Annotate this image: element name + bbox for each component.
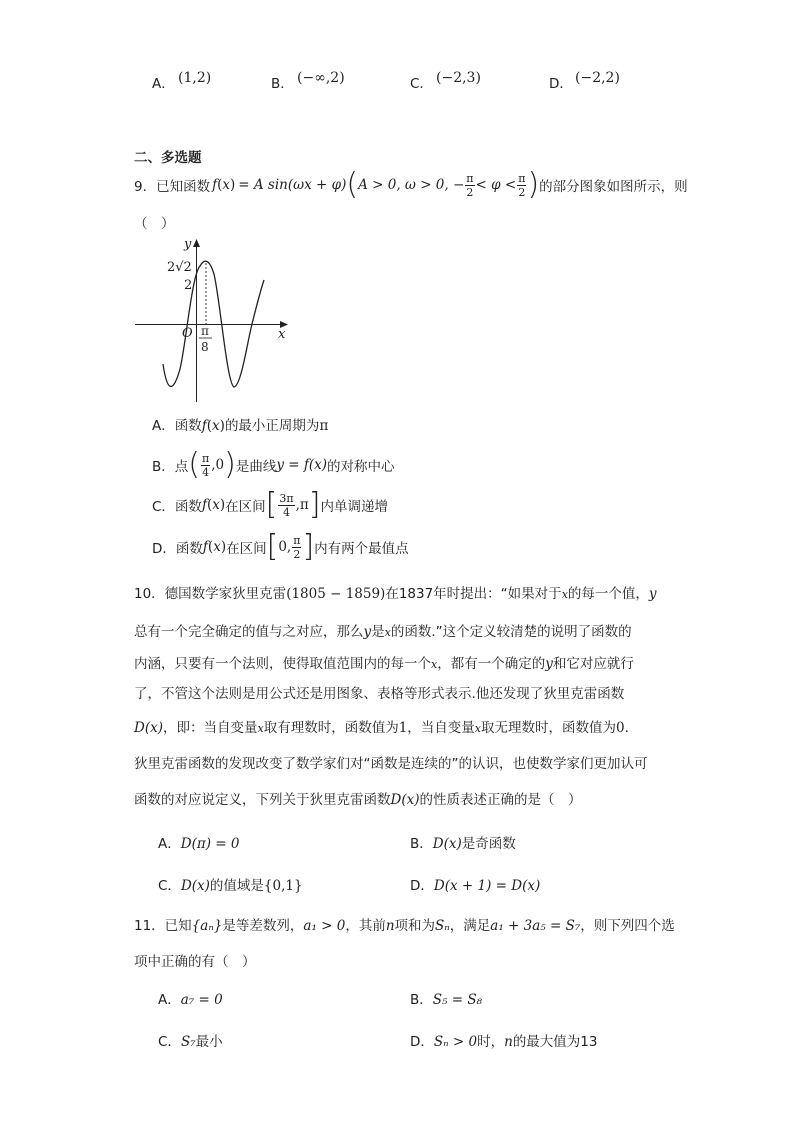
section-title: 二、多选题 bbox=[134, 150, 202, 166]
q11-option-a: A．a₇ = 0 bbox=[158, 992, 223, 1008]
q10-option-b: B．D(x)是奇函数 bbox=[410, 836, 516, 852]
q10-option-c: C．D(x)的值域是{0,1} bbox=[158, 878, 303, 894]
q11-option-b: B．S₅ = S₈ bbox=[410, 992, 482, 1008]
q10-line-2: 总有一个完全确定的值与之对应，那么y是x的函数.”这个定义较清楚的说明了函数的 bbox=[134, 624, 632, 640]
q8-option-b-value: (−∞,2) bbox=[297, 70, 345, 86]
y-tick-max: 2√2 bbox=[167, 260, 192, 275]
q9-function-graph bbox=[130, 234, 295, 404]
q10-option-d: D．D(x + 1) = D(x) bbox=[410, 878, 541, 894]
q9-stem: 9．已知函数 f(x) = A sin(ωx + φ)(A > 0, ω > 0, − $\frac{\pi}{2}$ < φ < $\frac{\pi}{2}$ )的部分图象如图所示，则 bbox=[134, 167, 688, 202]
q8-option-d-value: (−2,2) bbox=[575, 70, 620, 86]
q10-line-6: 狄里克雷函数的发现改变了数学家们对“函数是连续的”的认识，也使数学家们更加认可 bbox=[134, 756, 648, 772]
q9-f: f bbox=[212, 177, 218, 193]
q8-option-c-label: C． bbox=[410, 76, 433, 92]
q10-line-4: 了，不管这个法则是用公式还是用图象、表格等形式表示.他还发现了狄里克雷函数 bbox=[134, 686, 625, 702]
q9-condition: A > 0, ω > 0, − bbox=[358, 177, 465, 193]
x-tick-num: π bbox=[201, 324, 209, 338]
q8-options bbox=[0, 70, 794, 94]
q11-option-c: C．S₇最小 bbox=[158, 1034, 223, 1050]
q9-answer-paren: （ ） bbox=[134, 216, 175, 232]
q8-option-b-label: B． bbox=[271, 76, 294, 92]
q8-option-c-value: (−2,3) bbox=[436, 70, 481, 86]
q9-frac-2: $\frac{\pi}{2}$ bbox=[518, 171, 526, 199]
q10-line-1: 10．德国数学家狄里克雷(1805 − 1859)在1837年时提出：“如果对于x的每一个值，y bbox=[134, 586, 657, 602]
x-axis-label: x bbox=[278, 327, 286, 342]
q9-formula: = A sin(ωx + φ) bbox=[238, 177, 347, 193]
y-axis-arrow-icon bbox=[193, 239, 200, 247]
q11-line-1: 11．已知{aₙ}是等差数列，a₁ > 0，其前n项和为Sₙ，满足a₁ + 3a₅ = S₇，则下列四个选 bbox=[134, 918, 675, 934]
q9-frac-1: $\frac{\pi}{2}$ bbox=[466, 171, 474, 199]
origin-label: O bbox=[182, 326, 193, 341]
q9-option-d: D．函数f(x)在区间[0, $\frac{\pi}{2}$ ]内有两个最值点 bbox=[152, 529, 409, 564]
q10-line-5: D(x)，即：当自变量x取有理数时，函数值为1，当自变量x取无理数时，函数值为0. bbox=[134, 720, 629, 736]
q8-option-a-label: A． bbox=[152, 76, 175, 92]
q9-tail: 的部分图象如图所示，则 bbox=[539, 179, 688, 195]
q11-line-2: 项中正确的有（ ） bbox=[134, 954, 256, 970]
q8-option-a-value: (1,2) bbox=[178, 70, 212, 86]
q10-line-3: 内涵，只要有一个法则，使得取值范围内的每一个x，都有一个确定的y和它对应就行 bbox=[134, 656, 634, 672]
y-axis-label: y bbox=[184, 237, 192, 252]
q10-line-7: 函数的对应说定义，下列关于狄里克雷函数D(x)的性质表述正确的是（ ） bbox=[134, 792, 582, 808]
q9-option-b: B．点( $\frac{\pi}{4}$ ,0)是曲线y = f(x)的对称中心 bbox=[152, 447, 395, 482]
q10-option-a: A．D(π) = 0 bbox=[158, 836, 240, 852]
q8-option-d-label: D． bbox=[549, 76, 573, 92]
x-tick-den: 8 bbox=[201, 340, 209, 354]
q11-option-d: D．Sₙ > 0时，n的最大值为13 bbox=[410, 1034, 598, 1050]
q9-number: 9．已知函数 bbox=[134, 179, 211, 195]
q9-option-c: C．函数f(x)在区间[ $\frac{3\pi}{4}$ ,π]内单调递增 bbox=[152, 487, 388, 522]
q9-option-a: A．函数f(x)的最小正周期为π bbox=[152, 418, 329, 434]
q9-phi-range: < φ < bbox=[475, 177, 517, 193]
q9-x: x bbox=[222, 177, 230, 193]
y-tick-2: 2 bbox=[184, 278, 193, 293]
